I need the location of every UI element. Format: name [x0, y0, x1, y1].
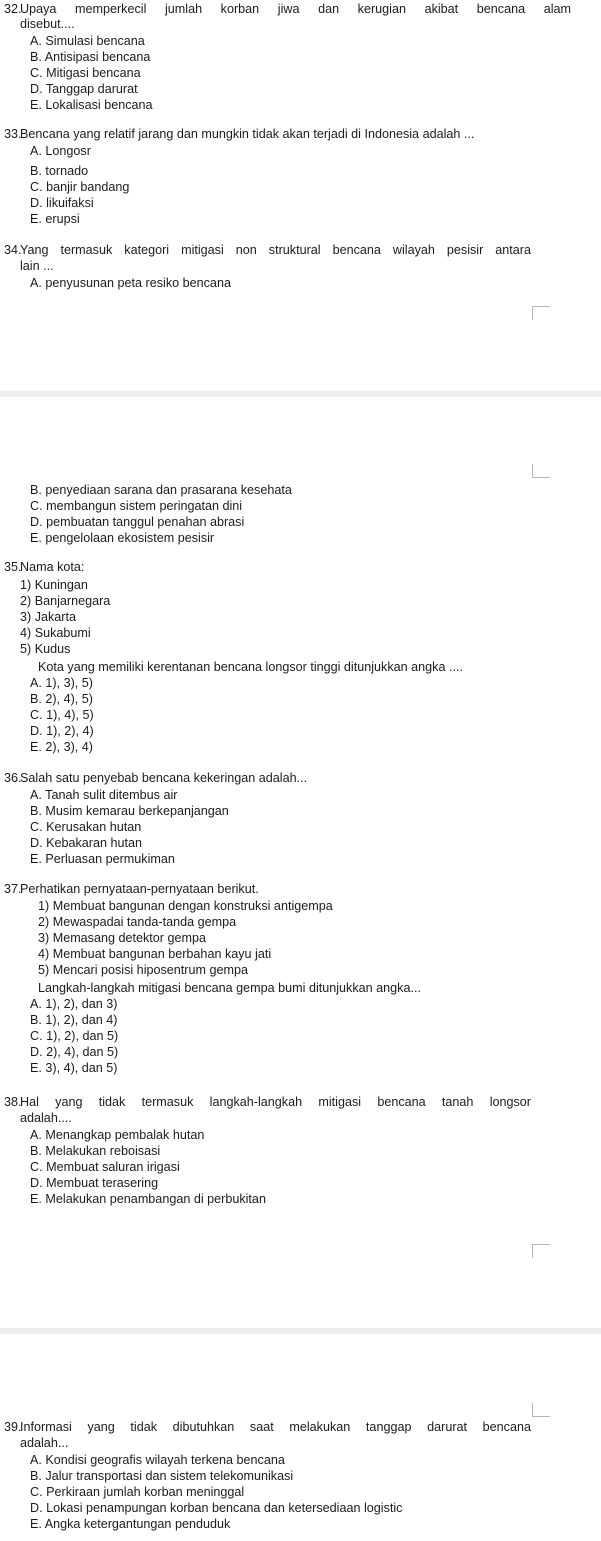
statement-4: 4) Sukabumi	[20, 626, 91, 640]
option-d[interactable]: D. likuifaksi	[30, 196, 94, 210]
question-stem: Bencana yang relatif jarang dan mungkin tidak akan terjadi di Indonesia adalah ...	[20, 127, 475, 141]
question-stem: Perhatikan pernyataan-pernyataan berikut.	[20, 882, 259, 896]
option-d[interactable]: D. 2), 4), dan 5)	[30, 1045, 119, 1059]
option-a[interactable]: A. Kondisi geografis wilayah terkena bencana	[30, 1453, 285, 1467]
option-e[interactable]: E. 3), 4), dan 5)	[30, 1061, 118, 1075]
question-prompt: Kota yang memiliki kerentanan bencana longsor tinggi ditunjukkan angka ....	[38, 660, 463, 674]
option-b[interactable]: B. Musim kemarau berkepanjangan	[30, 804, 229, 818]
question-stem-cont: adalah....	[20, 1111, 72, 1125]
question-stem: Nama kota:	[20, 560, 85, 574]
crop-mark	[532, 464, 550, 478]
option-a[interactable]: A. 1), 3), 5)	[30, 676, 93, 690]
question-stem: Informasi yang tidak dibutuhkan saat melakukan tanggap darurat bencana	[20, 1420, 531, 1434]
statement-5: 5) Mencari posisi hiposentrum gempa	[38, 963, 248, 977]
option-d[interactable]: D. Membuat terasering	[30, 1176, 159, 1190]
option-e[interactable]: E. Lokalisasi bencana	[30, 98, 153, 112]
option-b[interactable]: B. penyediaan sarana dan prasarana kesehata	[30, 483, 292, 497]
option-c[interactable]: C. Kerusakan hutan	[30, 820, 142, 834]
question-number: 39.	[4, 1420, 22, 1434]
option-a[interactable]: A. Simulasi bencana	[30, 34, 145, 48]
option-e[interactable]: E. Angka ketergantungan penduduk	[30, 1517, 231, 1531]
statement-3: 3) Memasang detektor gempa	[38, 931, 207, 945]
option-e[interactable]: E. Melakukan penambangan di perbukitan	[30, 1192, 266, 1206]
option-c[interactable]: C. 1), 4), 5)	[30, 708, 94, 722]
page-divider	[0, 391, 601, 397]
option-e[interactable]: E. erupsi	[30, 212, 80, 226]
statement-1: 1) Kuningan	[20, 578, 88, 592]
option-b[interactable]: B. 1), 2), dan 4)	[30, 1013, 118, 1027]
option-c[interactable]: C. Perkiraan jumlah korban meninggal	[30, 1485, 245, 1499]
option-c[interactable]: C. banjir bandang	[30, 180, 130, 194]
question-number: 32.	[4, 2, 22, 16]
option-d[interactable]: D. Kebakaran hutan	[30, 836, 143, 850]
question-number: 37.	[4, 882, 22, 896]
question-stem-cont: lain ...	[20, 259, 54, 273]
option-a[interactable]: A. Tanah sulit ditembus air	[30, 788, 178, 802]
question-number: 34.	[4, 243, 22, 257]
option-b[interactable]: B. tornado	[30, 164, 89, 178]
statement-4: 4) Membuat bangunan berbahan kayu jati	[38, 947, 272, 961]
crop-mark	[532, 306, 550, 320]
question-stem: Hal yang tidak termasuk langkah-langkah mitigasi bencana tanah longsor	[20, 1095, 531, 1109]
option-c[interactable]: C. 1), 2), dan 5)	[30, 1029, 119, 1043]
option-b[interactable]: B. Jalur transportasi dan sistem telekomunikasi	[30, 1469, 294, 1483]
statement-2: 2) Banjarnegara	[20, 594, 111, 608]
option-e[interactable]: E. pengelolaan ekosistem pesisir	[30, 531, 215, 545]
option-c[interactable]: C. Membuat saluran irigasi	[30, 1160, 180, 1174]
option-d[interactable]: D. Tanggap darurat	[30, 82, 138, 96]
option-a[interactable]: A. Menangkap pembalak hutan	[30, 1128, 205, 1142]
option-e[interactable]: E. Perluasan permukiman	[30, 852, 175, 866]
option-e[interactable]: E. 2), 3), 4)	[30, 740, 93, 754]
statement-3: 3) Jakarta	[20, 610, 76, 624]
page-divider	[0, 1328, 601, 1334]
question-stem: Yang termasuk kategori mitigasi non struktural bencana wilayah pesisir antara	[20, 243, 531, 257]
question-prompt: Langkah-langkah mitigasi bencana gempa bumi ditunjukkan angka...	[38, 981, 421, 995]
question-number: 33.	[4, 127, 22, 141]
option-d[interactable]: D. 1), 2), 4)	[30, 724, 94, 738]
option-b[interactable]: B. Antisipasi bencana	[30, 50, 151, 64]
crop-mark	[532, 1403, 550, 1417]
option-b[interactable]: B. 2), 4), 5)	[30, 692, 93, 706]
option-a[interactable]: A. penyusunan peta resiko bencana	[30, 276, 231, 290]
question-stem: Salah satu penyebab bencana kekeringan adalah...	[20, 771, 308, 785]
option-a[interactable]: A. Longosr	[30, 144, 91, 158]
option-a[interactable]: A. 1), 2), dan 3)	[30, 997, 118, 1011]
question-stem-cont: disebut....	[20, 17, 75, 31]
statement-1: 1) Membuat bangunan dengan konstruksi antigempa	[38, 899, 333, 913]
option-b[interactable]: B. Melakukan reboisasi	[30, 1144, 161, 1158]
option-c[interactable]: C. Mitigasi bencana	[30, 66, 141, 80]
crop-mark	[532, 1244, 550, 1258]
statement-5: 5) Kudus	[20, 642, 71, 656]
question-stem: Upaya memperkecil jumlah korban jiwa dan kerugian akibat bencana alam	[20, 2, 571, 16]
option-c[interactable]: C. membangun sistem peringatan dini	[30, 499, 243, 513]
question-stem-cont: adalah...	[20, 1436, 69, 1450]
option-d[interactable]: D. Lokasi penampungan korban bencana dan ketersediaan logistic	[30, 1501, 403, 1515]
question-number: 38.	[4, 1095, 22, 1109]
question-number: 35.	[4, 560, 22, 574]
statement-2: 2) Mewaspadai tanda-tanda gempa	[38, 915, 237, 929]
question-number: 36.	[4, 771, 22, 785]
option-d[interactable]: D. pembuatan tanggul penahan abrasi	[30, 515, 245, 529]
